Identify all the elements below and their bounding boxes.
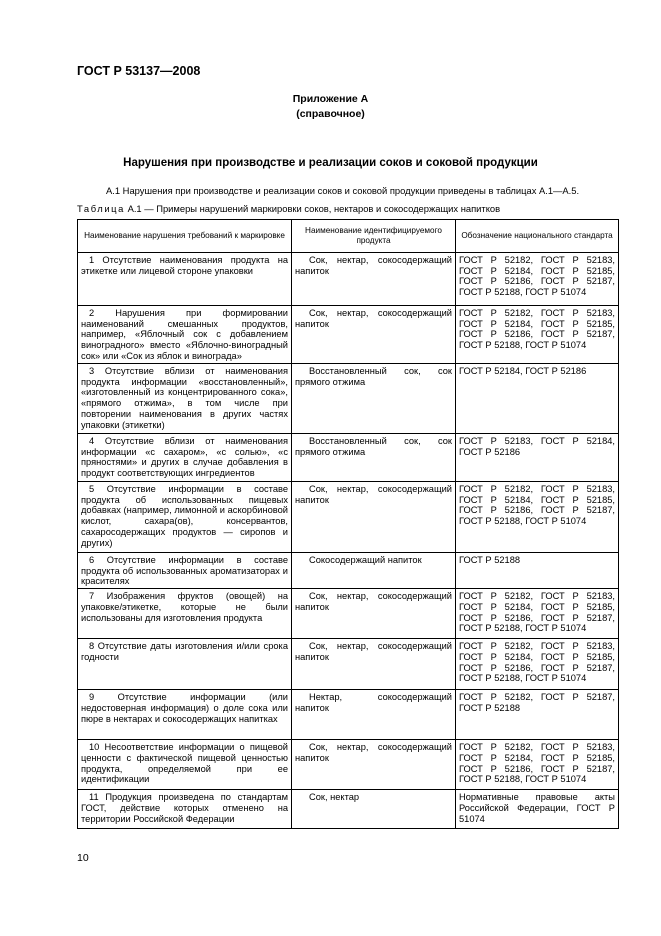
standard-cell: ГОСТ Р 52182, ГОСТ Р 52187, ГОСТ Р 52188 [456, 690, 619, 740]
table-caption [77, 203, 500, 214]
requirement-cell: 3 Отсутствие вблизи от наименования продукта информации «восстановленный», «изготовленный из концентрированного сока», «прямого отжима», в том числе при повторении наименования в других частях упаковки (этикетки) [78, 364, 292, 434]
requirement-cell: 1 Отсутствие наименования продукта на этикетке или лицевой стороне упаковки [78, 253, 292, 306]
standard-cell: Нормативные правовые акты Российской Федерации, ГОСТ Р 51074 [456, 790, 619, 829]
product-cell: Сок, нектар, сокосодержащий напиток [292, 482, 456, 553]
requirement-cell: 7 Изображения фруктов (овощей) на упаковке/этикетке, которые не были использованы для изготовления продукта [78, 589, 292, 639]
requirement-cell: 8 Отсутствие даты изготовления и/или срока годности [78, 639, 292, 690]
section-heading: Нарушения при производстве и реализации соков и соковой продукции [123, 157, 538, 169]
standard-cell: ГОСТ Р 52182, ГОСТ Р 52183, ГОСТ Р 52184, ГОСТ Р 52185, ГОСТ Р 52186, ГОСТ Р 52187, ГОСТ Р 52188, ГОСТ Р 51074 [456, 306, 619, 364]
table-row [78, 740, 619, 790]
product-cell: Сок, нектар, сокосодержащий напиток [292, 253, 456, 306]
product-cell: Восстановленный сок, сок прямого отжима [292, 434, 456, 482]
product-cell: Сок, нектар, сокосодержащий напиток [292, 740, 456, 790]
table-row [78, 690, 619, 740]
requirement-cell: 10 Несоответствие информации о пищевой ценности с фактической пищевой ценностью продукта, определяемой при ее идентификации [78, 740, 292, 790]
product-cell: Сок, нектар [292, 790, 456, 829]
requirement-cell: 2 Нарушения при формировании наименований смешанных продуктов, например, «Яблочный сок с добавлением виноградного» вместо «Яблочно-виноградный сок» или «Сок из яблок и винограда» [78, 306, 292, 364]
standard-cell: ГОСТ Р 52184, ГОСТ Р 52186 [456, 364, 619, 434]
column-header-requirement: Наименование нарушения требований к маркировке [78, 220, 292, 253]
standard-cell: ГОСТ Р 52183, ГОСТ Р 52184, ГОСТ Р 52186 [456, 434, 619, 482]
product-cell: Сок, нектар, сокосодержащий напиток [292, 589, 456, 639]
appendix-title: Приложение А [292, 93, 369, 105]
table-row [78, 253, 619, 306]
table-row [78, 639, 619, 690]
table-row [78, 790, 619, 829]
table-header-row [78, 220, 619, 253]
violations-table [77, 219, 619, 829]
page-number: 10 [77, 852, 89, 864]
table-caption-text: А.1 — Примеры нарушений маркировки соков, нектаров и сокосодержащих напитков [124, 203, 501, 214]
requirement-cell: 9 Отсутствие информации (или недостоверная информация) о доле сока или пюре в нектарах и сокосодержащих напитках [78, 690, 292, 740]
requirement-cell: 6 Отсутствие информации в составе продукта об использованных ароматизаторах и красителях [78, 553, 292, 589]
column-header-standard: Обозначение национального стандарта [456, 220, 619, 253]
product-cell: Восстановленный сок, сок прямого отжима [292, 364, 456, 434]
product-cell: Нектар, сокосодержащий напиток [292, 690, 456, 740]
document-code: ГОСТ Р 53137—2008 [77, 64, 201, 78]
column-header-product: Наименование идентифицируемого продукта [292, 220, 456, 253]
requirement-cell: 11 Продукция произведена по стандартам ГОСТ, действие которых отменено на территории Российской Федерации [78, 790, 292, 829]
product-cell: Сокосодержащий напиток [292, 553, 456, 589]
standard-cell: ГОСТ Р 52188 [456, 553, 619, 589]
standard-cell: ГОСТ Р 52182, ГОСТ Р 52183, ГОСТ Р 52184, ГОСТ Р 52185, ГОСТ Р 52186, ГОСТ Р 52187, ГОСТ Р 52188, ГОСТ Р 51074 [456, 639, 619, 690]
table-row [78, 306, 619, 364]
standard-cell: ГОСТ Р 52182, ГОСТ Р 52183, ГОСТ Р 52184, ГОСТ Р 52185, ГОСТ Р 52186, ГОСТ Р 52187, ГОСТ Р 52188, ГОСТ Р 51074 [456, 589, 619, 639]
requirement-cell: 5 Отсутствие информации в составе продукта об использованных пищевых добавках (например, лимонной и аскорбиновой кислот, сахара(ов), консервантов, сахаросодержащих продуктов — сиропов и других) [78, 482, 292, 553]
table-row [78, 589, 619, 639]
standard-cell: ГОСТ Р 52182, ГОСТ Р 52183, ГОСТ Р 52184, ГОСТ Р 52185, ГОСТ Р 52186, ГОСТ Р 52187, ГОСТ Р 52188, ГОСТ Р 51074 [456, 740, 619, 790]
table-caption-label: Таблица [77, 203, 125, 214]
requirement-cell: 4 Отсутствие вблизи от наименования информации «с сахаром», «с солью», «с пряностями» и других в случае добавления в продукт соответствующих ингредиентов [78, 434, 292, 482]
standard-cell: ГОСТ Р 52182, ГОСТ Р 52183, ГОСТ Р 52184, ГОСТ Р 52185, ГОСТ Р 52186, ГОСТ Р 52187, ГОСТ Р 52188, ГОСТ Р 51074 [456, 482, 619, 553]
product-cell: Сок, нектар, сокосодержащий напиток [292, 306, 456, 364]
table-row [78, 364, 619, 434]
appendix-type: (справочное) [296, 108, 365, 120]
standard-cell: ГОСТ Р 52182, ГОСТ Р 52183, ГОСТ Р 52184, ГОСТ Р 52185, ГОСТ Р 52186, ГОСТ Р 52187, ГОСТ Р 52188, ГОСТ Р 51074 [456, 253, 619, 306]
table-row [78, 553, 619, 589]
intro-paragraph: А.1 Нарушения при производстве и реализации соков и соковой продукции приведены в таблицах А.1—А.5. [106, 185, 580, 196]
product-cell: Сок, нектар, сокосодержащий напиток [292, 639, 456, 690]
table-row [78, 482, 619, 553]
table-row [78, 434, 619, 482]
